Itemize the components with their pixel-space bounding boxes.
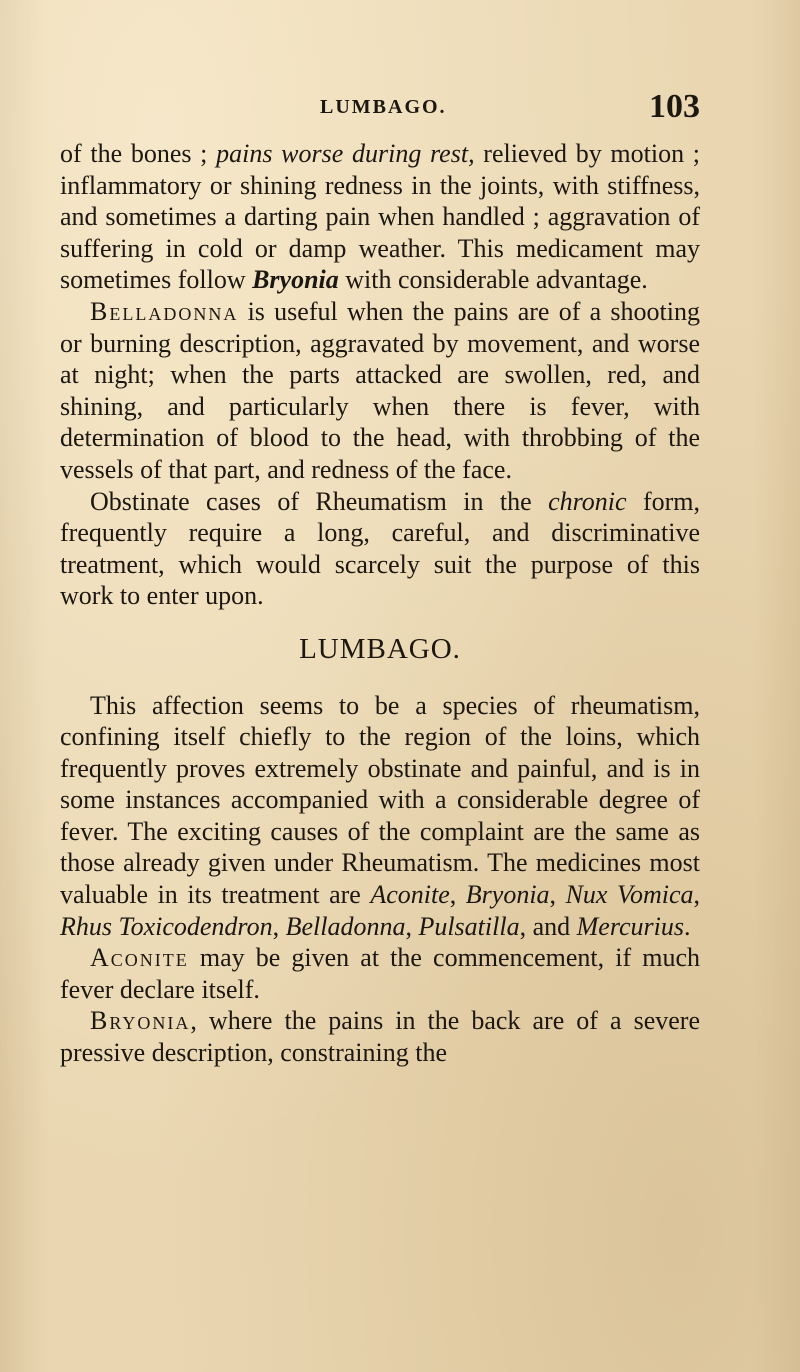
remedy-name: Mercurius xyxy=(576,911,684,941)
text-run: may be given at the commencement, if much fever declare itself. xyxy=(60,943,700,1004)
text-run: of the bones ; xyxy=(60,139,217,168)
remedy-name: Nux Vomica xyxy=(565,880,694,910)
emphasis-text: chronic xyxy=(548,486,627,516)
text-run: relieved by motion ; inflammatory or shining redness in the joints, with stiffness, and sometimes a darting pain when handled ; aggravation of suffering in cold or damp weather. This medicament may sometimes follow xyxy=(60,139,701,295)
text-run: , and xyxy=(519,911,577,941)
body-text xyxy=(60,138,700,1069)
remedy-name: Bryonia xyxy=(465,880,550,910)
remedy-name: Rhus Toxicodendron xyxy=(60,911,273,941)
text-run: , xyxy=(693,880,700,910)
text-run: , xyxy=(405,911,419,941)
text-run: form, frequently require a long, careful, and discriminative treatment, which would scarcely suit the purpose of this work to enter upon. xyxy=(60,486,700,611)
paragraph-lumbago xyxy=(60,690,700,943)
paragraph-aconite xyxy=(60,942,700,1005)
running-title: LUMBAGO. xyxy=(320,96,447,118)
remedy-name: Bryonia xyxy=(252,265,339,295)
text-run: This affection seems to be a species of rheumatism, confining itself chiefly to the region of the loins, which frequently proves extremely obstinate and painful, and is in some instances accompanied with a considerable degree of fever. The exciting causes of the complaint are the same as those already given under Rheumatism. The medicines most valuable in its treatment are xyxy=(60,690,700,910)
book-page xyxy=(60,88,700,1069)
section-heading: LUMBAGO. xyxy=(299,632,461,665)
remedy-name: Belladonna xyxy=(285,911,406,941)
paragraph-belladonna xyxy=(60,296,700,486)
page-number: 103 xyxy=(649,88,700,125)
text-run: , xyxy=(449,880,466,910)
remedy-heading: Belladonna xyxy=(90,296,239,326)
emphasis-text: pains worse during rest, xyxy=(216,139,475,168)
paragraph-continuation xyxy=(60,138,700,296)
text-run: , where the pains in the back are of a severe pressive description, constraining the xyxy=(60,1006,700,1068)
text-run: is useful when the pains are of a shooting or burning description, aggravated by movement, and worse at night; when the parts attacked are swollen, red, and shining, and particularly when there is fever, with determination of blood to the head, with throbbing of the vessels of that part, and redness of the face. xyxy=(60,296,700,484)
paragraph-chronic xyxy=(60,486,700,612)
remedy-heading: Aconite xyxy=(90,943,189,973)
text-run: , xyxy=(272,911,286,941)
remedy-name: Aconite xyxy=(370,880,450,910)
remedy-heading: Bryonia xyxy=(90,1006,191,1036)
paragraph-bryonia xyxy=(60,1005,700,1068)
text-run: . xyxy=(683,911,691,941)
remedy-name: Pulsatilla xyxy=(418,911,520,941)
text-run: Obstinate cases of Rheumatism in the xyxy=(90,486,549,516)
text-run: , xyxy=(549,880,566,910)
text-run: with considerable advantage. xyxy=(338,265,648,295)
running-head xyxy=(60,88,700,138)
